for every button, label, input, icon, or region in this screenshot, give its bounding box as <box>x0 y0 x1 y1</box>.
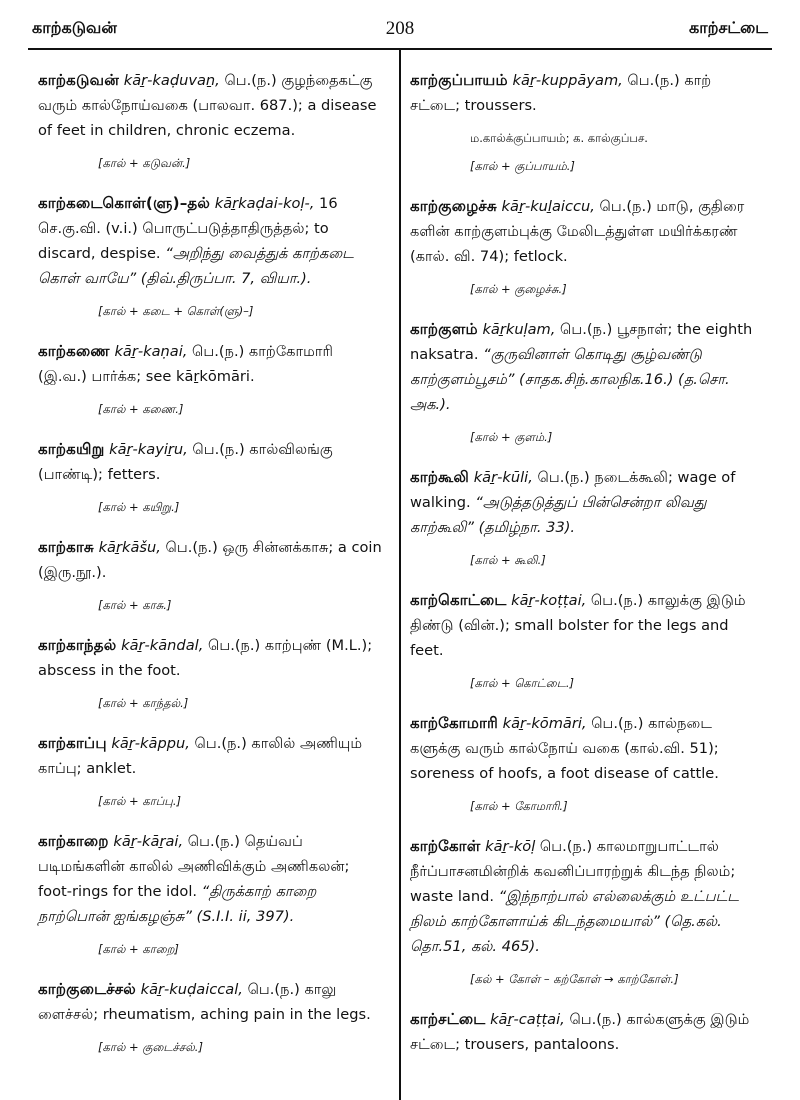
quotation: “குருவினாள் கொடிது சூழ்வண்டு காற்குளம்பூசம்” (சாதக.சிந்.காலநிக.16.) (த.சொ. அக.). <box>410 346 730 413</box>
transliteration: kāṟkaḍai-koḷ-, <box>214 195 315 212</box>
definition: பெ.(ந.) கால்நடை களுக்கு வரும் கால்நோய் வகை (கால்.வி. 51); soreness of hoofs, a foot disease of cattle. <box>410 715 719 782</box>
headword: காற்கடுவன் <box>38 71 120 89</box>
dictionary-entry <box>38 535 383 613</box>
transliteration: kāṟ-kaḍuvaṉ, <box>123 72 220 89</box>
dictionary-entry <box>410 68 765 174</box>
transliteration: kāṟkuḷam, <box>482 321 556 338</box>
headword: காற்கயிறு <box>38 440 105 458</box>
dictionary-entry <box>410 1007 765 1057</box>
transliteration: kāṟ-kāṟai, <box>113 833 184 850</box>
headword: காற்குழைச்சு <box>410 197 497 215</box>
cognates: ம.கால்க்குப்பாயம்; க. கால்குப்பச. <box>470 131 648 145</box>
headword: காற்கூலி <box>410 468 470 486</box>
headword: காற்சட்டை <box>410 1010 486 1028</box>
transliteration: kāṟ-kayiṟu, <box>109 441 188 458</box>
dictionary-entry <box>38 191 383 319</box>
transliteration: kāṟ-kōmāri, <box>502 715 587 732</box>
definition: பெ.(ந.) காலு ளைச்சல்; rheumatism, aching pain in the legs. <box>38 981 371 1023</box>
definition: 16 செ.கு.வி. (v.i.) பொருட்படுத்தாதிருத்தல்; to discard, despise. <box>38 195 338 262</box>
dictionary-entry <box>410 317 765 445</box>
headword: காற்குளம் <box>410 320 478 338</box>
right-column <box>410 68 765 1061</box>
etymology: [கால் + குப்பாயம்.] <box>470 159 575 173</box>
etymology: [கால் + கயிறு.] <box>98 500 180 514</box>
column-divider <box>399 48 401 1100</box>
quotation: “அறிந்து வைத்துக் காற்கடை கொள் வாயே” (திவ்.திருப்பா. 7, வியா.). <box>38 245 354 287</box>
etymology: [கால் + கணை.] <box>98 402 184 416</box>
quotation: “திருக்காற் காறை நாற்பொன் ஐங்கழஞ்சு” (S.I.I. ii, 397). <box>38 883 317 925</box>
quotation: “அடுத்தடுத்துப் பின்சென்றா லிவது காற்கூலி” (தமிழ்நா. 33). <box>410 494 707 536</box>
etymology: [கால் + கோமாரி.] <box>470 799 568 813</box>
dictionary-entry <box>38 339 383 417</box>
definition: பெ.(ந.) கால்விலங்கு (பாண்டி); fetters. <box>38 441 333 483</box>
transliteration: kāṟkāšu, <box>98 539 161 556</box>
headword: காற்கடைகொள்(ளு)–தல் <box>38 194 211 212</box>
headword: காற்கணை <box>38 342 110 360</box>
dictionary-entry <box>410 711 765 814</box>
headword: காற்குப்பாயம் <box>410 71 508 89</box>
dictionary-entry <box>410 588 765 691</box>
etymology: [கால் + காந்தல்.] <box>98 696 189 710</box>
definition: பெ.(ந.) பூசநாள்; the eighth naksatra. <box>410 321 753 363</box>
dictionary-entry <box>38 437 383 515</box>
definition: பெ.(ந.) குழந்தைகட்கு வரும் கால்நோய்வகை (பாலவா. 687.); a disease of feet in children, chronic eczema. <box>38 72 377 139</box>
transliteration: kāṟ-koṭṭai, <box>511 592 587 609</box>
definition: பெ.(ந.) காலமாறுபாட்டால் நீர்ப்பாசனமின்றிக் கவனிப்பாரற்றுக் கிடந்த நிலம்; waste land. <box>410 838 736 905</box>
transliteration: kāṟ-kūli, <box>473 469 533 486</box>
headword: காற்காந்தல் <box>38 636 117 654</box>
headword: காற்காறை <box>38 832 109 850</box>
headword: காற்காப்பு <box>38 734 107 752</box>
headword: காற்குடைச்சல் <box>38 980 136 998</box>
etymology: [கால் + கொட்டை.] <box>470 676 574 690</box>
etymology: [கல் + கோள் – கற்கோள் → காற்கோள்.] <box>470 972 679 986</box>
etymology: [கால் + குடைச்சல்.] <box>98 1040 203 1054</box>
dictionary-entry <box>38 68 383 171</box>
definition: பெ.(ந.) காற் சட்டை; troussers. <box>410 72 712 114</box>
etymology: [கால் + கடுவன்.] <box>98 156 191 170</box>
headword: காற்கொட்டை <box>410 591 507 609</box>
dictionary-entry <box>410 194 765 297</box>
transliteration: kāṟ-kuppāyam, <box>512 72 623 89</box>
transliteration: kāṟ-kuḻaiccu, <box>501 198 595 215</box>
headword: காற்கோமாரி <box>410 714 499 732</box>
left-column <box>38 68 383 1075</box>
quotation: “இந்நாற்பால் எல்லைக்கும் உட்பட்ட நிலம் காற்கோளாய்க் கிடந்தமையால்” (தெ.கல். தொ.51, கல். 465). <box>410 888 739 955</box>
definition: பெ.(ந.) காற்கோமாரி (இ.வ.) பார்க்க; see kāṟkōmāri. <box>38 343 334 385</box>
etymology: [கால் + காசு.] <box>98 598 172 612</box>
etymology: [கால் + கடை + கொள்(ளு)–] <box>98 304 254 318</box>
dictionary-entry <box>38 977 383 1055</box>
definition: பெ.(ந.) நடைக்கூலி; wage of walking. <box>410 469 736 511</box>
definition: பெ.(ந.) தெய்வப் படிமங்களின் காலில் அணிவிக்கும் அணிகலன்; foot-rings for the idol. <box>38 833 350 900</box>
dictionary-entry <box>38 633 383 711</box>
etymology: [கால் + குளம்.] <box>470 430 553 444</box>
etymology: [கால் + காப்பு.] <box>98 794 181 808</box>
page-number: 208 <box>385 18 415 39</box>
definition: பெ.(ந.) மாடு, குதிரை களின் காற்குளம்புக்கு மேலிடத்துள்ள மயிர்க்கரண் (கால். வி. 74); fetlock. <box>410 198 745 265</box>
definition: பெ.(ந.) காலில் அணியும் காப்பு; anklet. <box>38 735 363 777</box>
definition: பெ.(ந.) காலுக்கு இடும் திண்டு (வின்.); small bolster for the legs and feet. <box>410 592 746 659</box>
transliteration: kāṟ-caṭṭai, <box>490 1011 565 1028</box>
transliteration: kāṟ-kaṇai, <box>114 343 188 360</box>
dictionary-entry <box>410 834 765 987</box>
dictionary-entry <box>410 465 765 568</box>
definition: பெ.(ந.) கால்களுக்கு இடும் சட்டை; trousers, pantaloons. <box>410 1011 750 1053</box>
left-guideword: காற்கடுவன் <box>32 18 117 37</box>
dictionary-entry <box>38 731 383 809</box>
etymology: [கால் + கூலி.] <box>470 553 546 567</box>
etymology: [கால் + காறை] <box>98 942 179 956</box>
definition: பெ.(ந.) ஒரு சின்னக்காசு; a coin (இரு.நூ.). <box>38 539 382 581</box>
transliteration: kāṟ-kōḷ <box>485 838 536 855</box>
etymology: [கால் + குழைச்சு.] <box>470 282 567 296</box>
headword: காற்காசு <box>38 538 94 556</box>
right-guideword: காற்சட்டை <box>689 18 768 37</box>
dictionary-entry <box>38 829 383 957</box>
transliteration: kāṟ-kāppu, <box>111 735 190 752</box>
headword: காற்கோள் <box>410 837 481 855</box>
page-header <box>32 18 768 44</box>
transliteration: kāṟ-kāndal, <box>121 637 204 654</box>
definition: பெ.(ந.) காற்புண் (M.L.); abscess in the foot. <box>38 637 373 679</box>
transliteration: kāṟ-kuḍaiccal, <box>140 981 243 998</box>
